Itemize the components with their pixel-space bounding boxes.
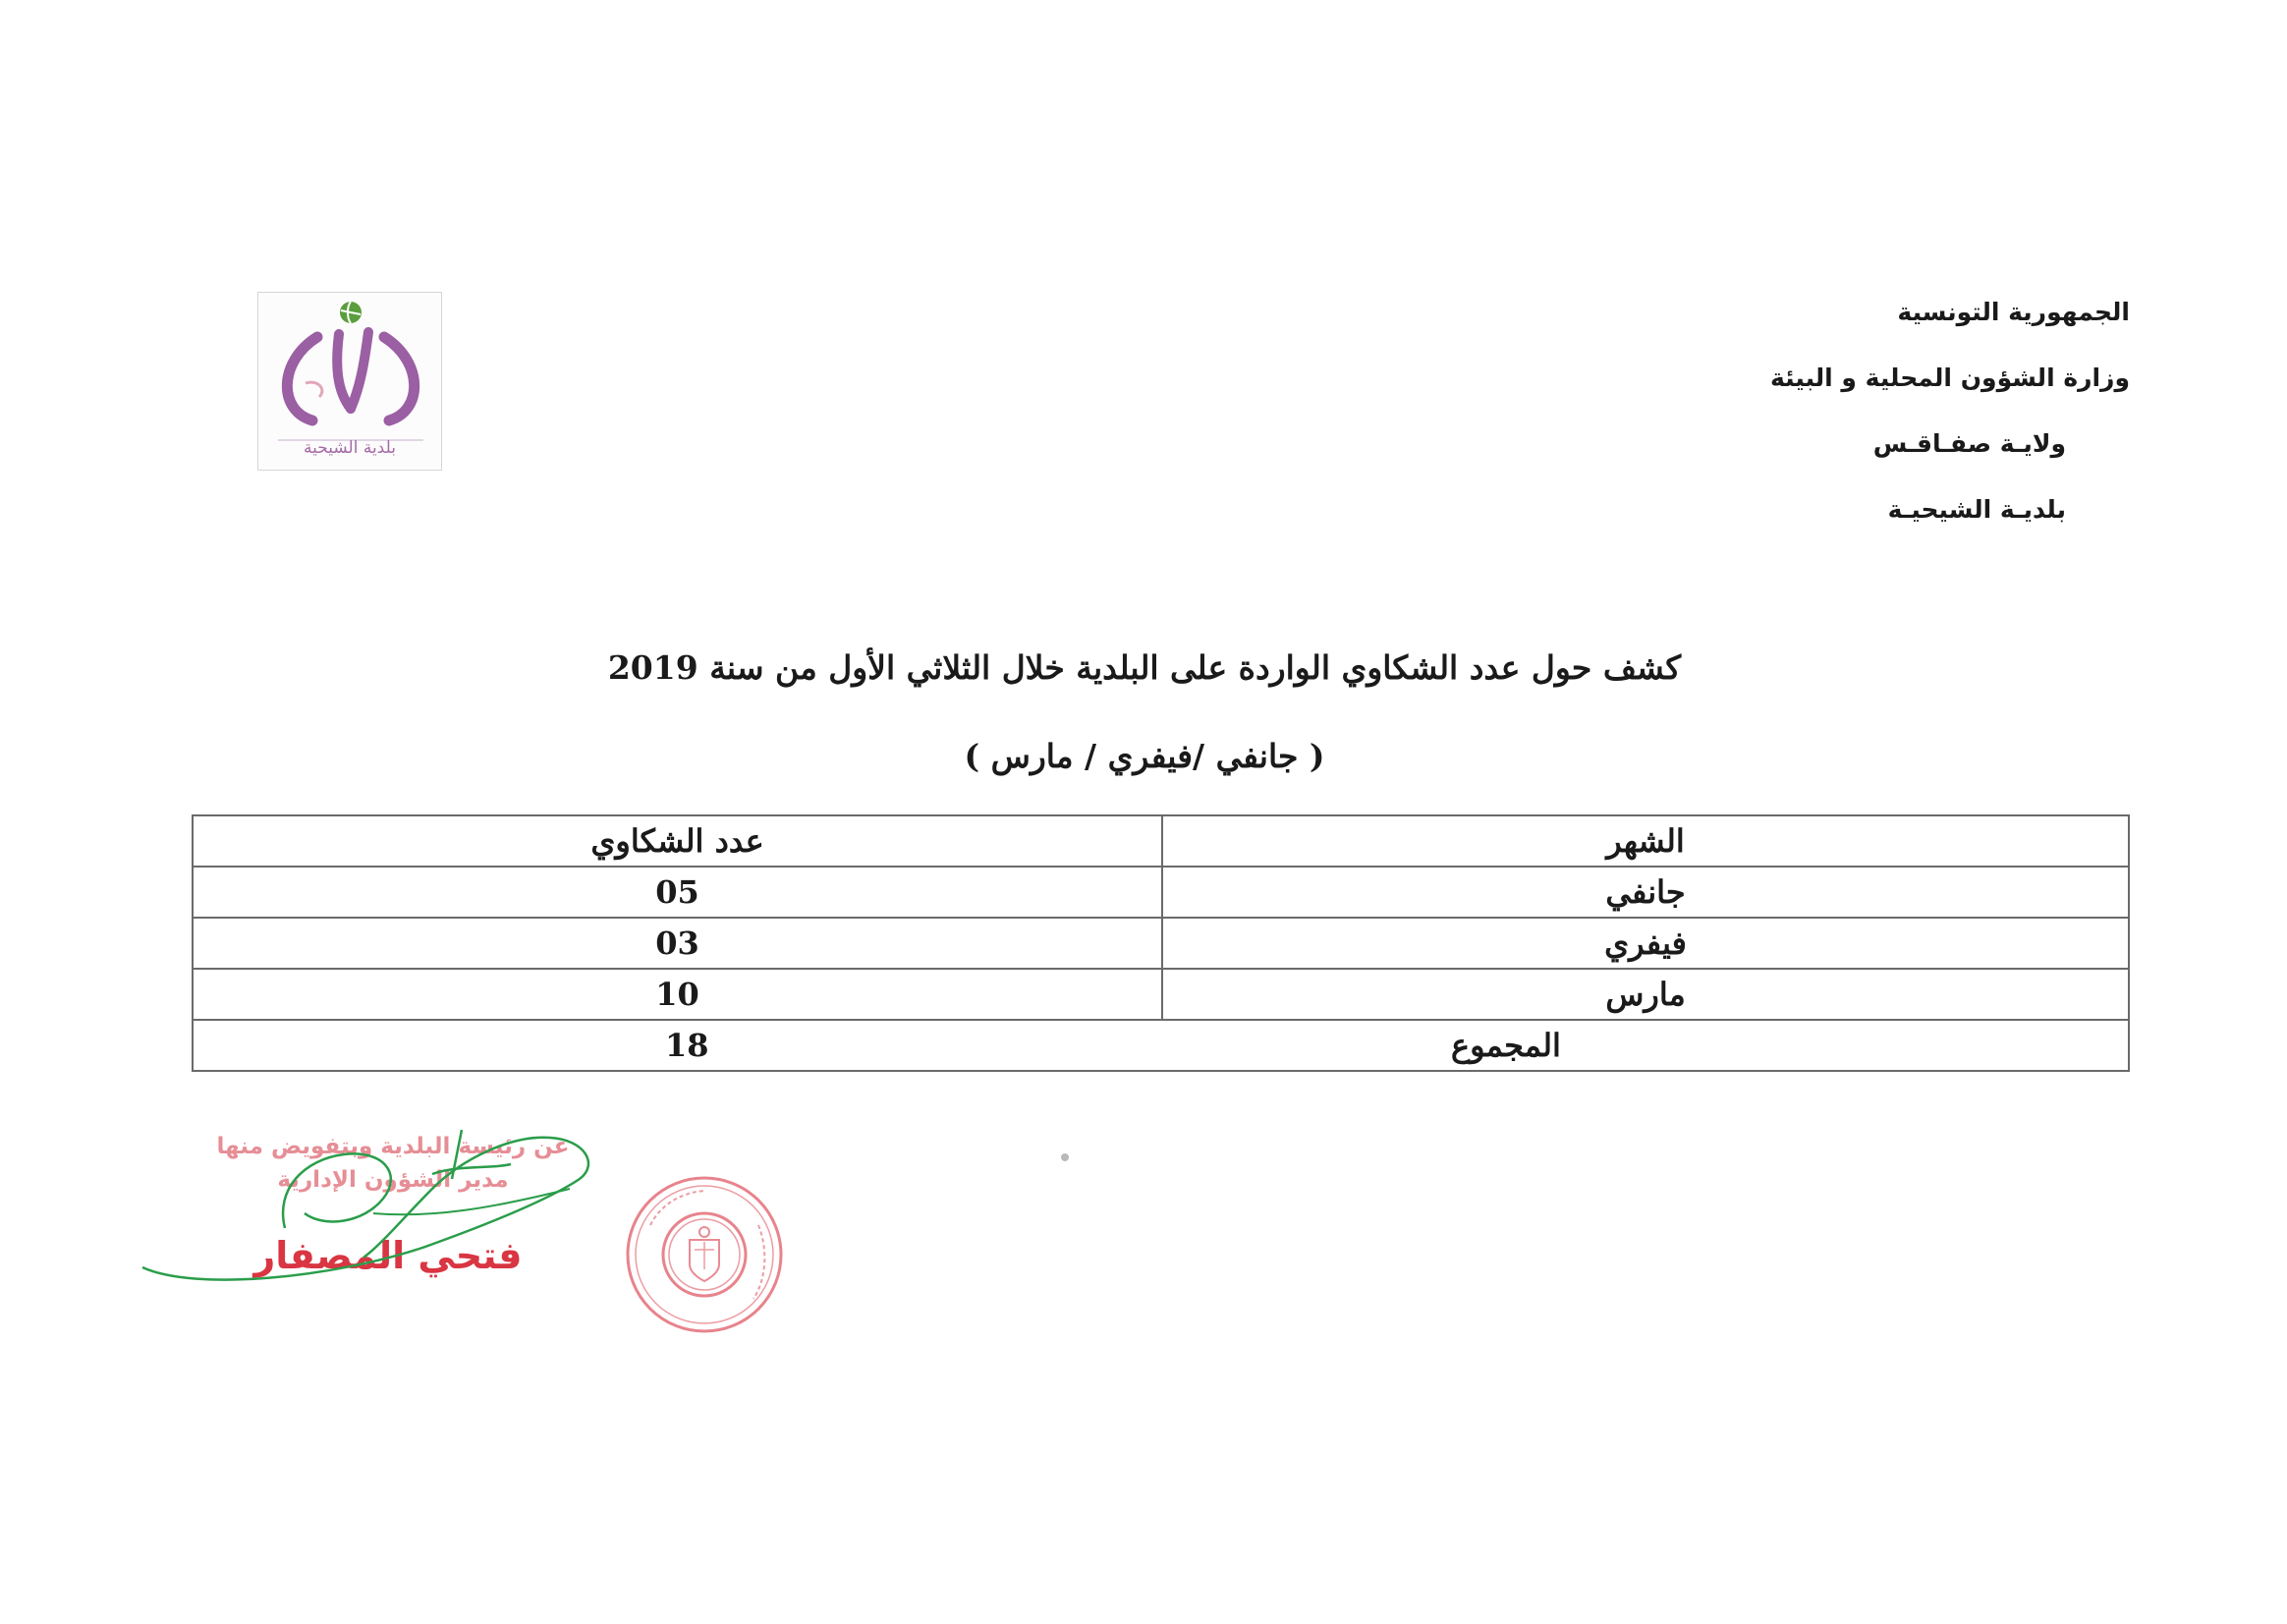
header-month-cell	[1162, 815, 2129, 867]
document-subtitle: ( جانفي /فيفري / مارس )	[964, 737, 1325, 775]
header-count-cell	[193, 815, 1162, 867]
signatory-name: فتحي المصفار	[253, 1234, 523, 1277]
official-seal-icon	[621, 1171, 788, 1338]
stamp-line-2: مدير الشؤون الإدارية	[277, 1167, 509, 1193]
month-label: مارس	[1605, 976, 1686, 1013]
table-row	[193, 867, 2129, 918]
stamp-line-1: عن رئيسة البلدية وبتفويض منها	[216, 1134, 570, 1159]
municipality-name: بلديـة الشيحيـة	[1887, 495, 2066, 524]
letterhead	[1580, 285, 2130, 548]
complaints-table	[192, 814, 2130, 1072]
document-title: كشف حول عدد الشكاوي الواردة على البلدية خلال الثلاثي الأول من سنة 2019	[607, 648, 1682, 687]
table-total-row	[193, 1020, 2129, 1071]
governorate-name: ولايـة صفـاقـس	[1872, 429, 2066, 458]
count-cell: 05	[193, 867, 1162, 918]
count-cell: 10	[193, 969, 1162, 1020]
country-name: الجمهورية التونسية	[1897, 298, 2130, 326]
count-cell: 03	[193, 918, 1162, 969]
scan-speck	[1061, 1153, 1069, 1161]
header-month-label: الشهر	[1606, 822, 1685, 860]
handwritten-signature-icon	[138, 1120, 599, 1316]
table-header-row	[193, 815, 2129, 867]
total-value: 18	[665, 1027, 709, 1064]
month-cell	[1162, 867, 2129, 918]
header-count-label: عدد الشكاوي	[590, 822, 764, 860]
total-cell	[193, 1020, 2129, 1071]
month-label: فيفري	[1604, 924, 1687, 962]
month-cell	[1162, 918, 2129, 969]
table-row	[193, 918, 2129, 969]
total-label: المجموع	[1451, 1027, 1561, 1064]
ministry-name: وزارة الشؤون المحلية و البيئة	[1770, 364, 2130, 392]
month-cell	[1162, 969, 2129, 1020]
logo-caption: بلدية الشيحية	[304, 438, 396, 458]
table-row	[193, 969, 2129, 1020]
municipality-logo	[257, 292, 442, 471]
month-label: جانفي	[1605, 873, 1686, 911]
